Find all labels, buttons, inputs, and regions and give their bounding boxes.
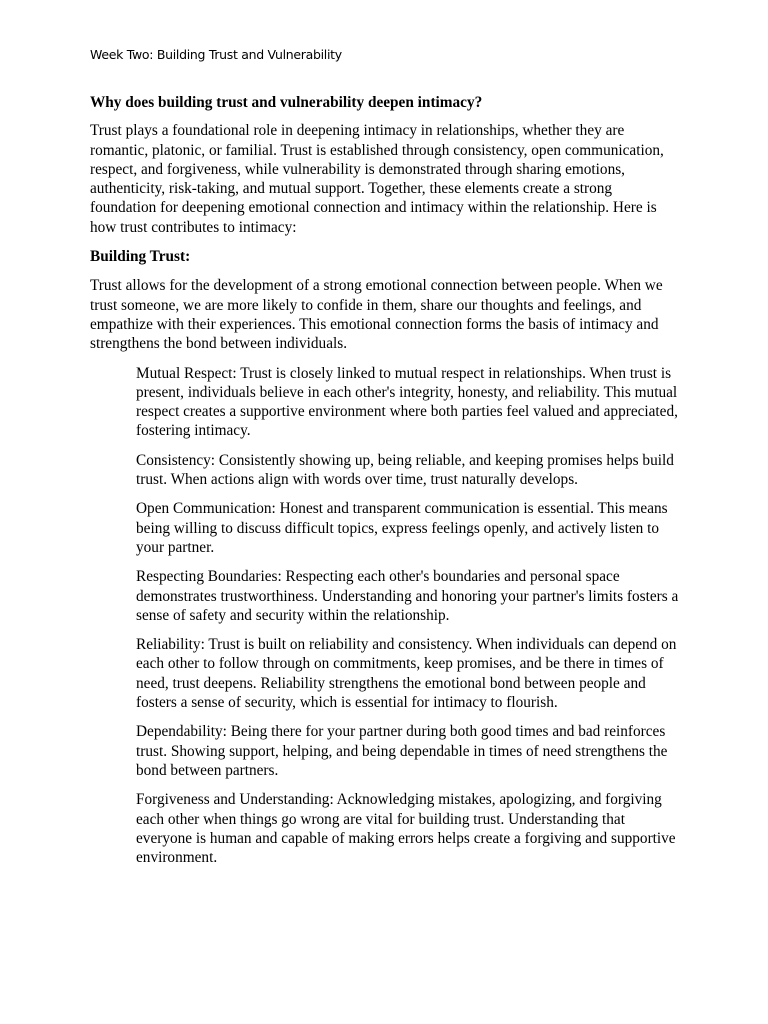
list-item: Mutual Respect: Trust is closely linked to mutual respect in relationships. When trust is present, individuals believe in each other's integrity, honesty, and reliability. This mutual respect creates a supportive environment where both parties feel valued and appreciated, fostering intimacy.: [136, 364, 678, 440]
list-item: Open Communication: Honest and transparent communication is essential. This means being willing to discuss difficult topics, express feelings openly, and actively listen to your partner.: [136, 500, 668, 556]
section-intro-paragraph: Trust allows for the development of a strong emotional connection between people. When we trust someone, we are more likely to confide in them, share our thoughts and feelings, and empathize with their experiences. This emotional connection forms the basis of intimacy and strengthens the bond between individuals.: [90, 277, 663, 353]
list-item: Respecting Boundaries: Respecting each other's boundaries and personal space demonstrates trustworthiness. Understanding and honoring your partner's limits fosters a sense of safety and security within the relationship.: [136, 568, 679, 624]
list-item: Consistency: Consistently showing up, being reliable, and keeping promises helps build trust. When actions align with words over time, trust naturally develops.: [136, 451, 674, 489]
question-heading: Why does building trust and vulnerability deepen intimacy?: [90, 94, 483, 111]
list-item: Reliability: Trust is built on reliability and consistency. When individuals can depend on each other to follow through on commitments, keep promises, and be there in times of need, trust deepens. Reliability strengthens the emotional bond between people and fosters a sense of security, which is essential for intimacy to flourish.: [136, 636, 677, 712]
page-header: Week Two: Building Trust and Vulnerability: [90, 47, 342, 62]
list-item: Dependability: Being there for your partner during both good times and bad reinforces trust. Showing support, helping, and being dependable in times of need strengthens the bond between partners.: [136, 723, 668, 779]
list-item: Forgiveness and Understanding: Acknowledging mistakes, apologizing, and forgiving each other when things go wrong are vital for building trust. Understanding that everyone is human and capable of making errors helps create a forgiving and supportive environment.: [136, 791, 676, 867]
trust-points-list: [90, 364, 682, 868]
intro-paragraph: Trust plays a foundational role in deepening intimacy in relationships, whether they are romantic, platonic, or familial. Trust is established through consistency, open communication, respect, and forgiveness, while vulnerability is demonstrated through sharing emotions, authenticity, risk-taking, and mutual support. Together, these elements create a strong foundation for deepening emotional connection and intimacy within the relationship. Here is how trust contributes to intimacy:: [90, 122, 664, 236]
section-heading: Building Trust:: [90, 248, 191, 266]
document-body: [90, 93, 682, 877]
